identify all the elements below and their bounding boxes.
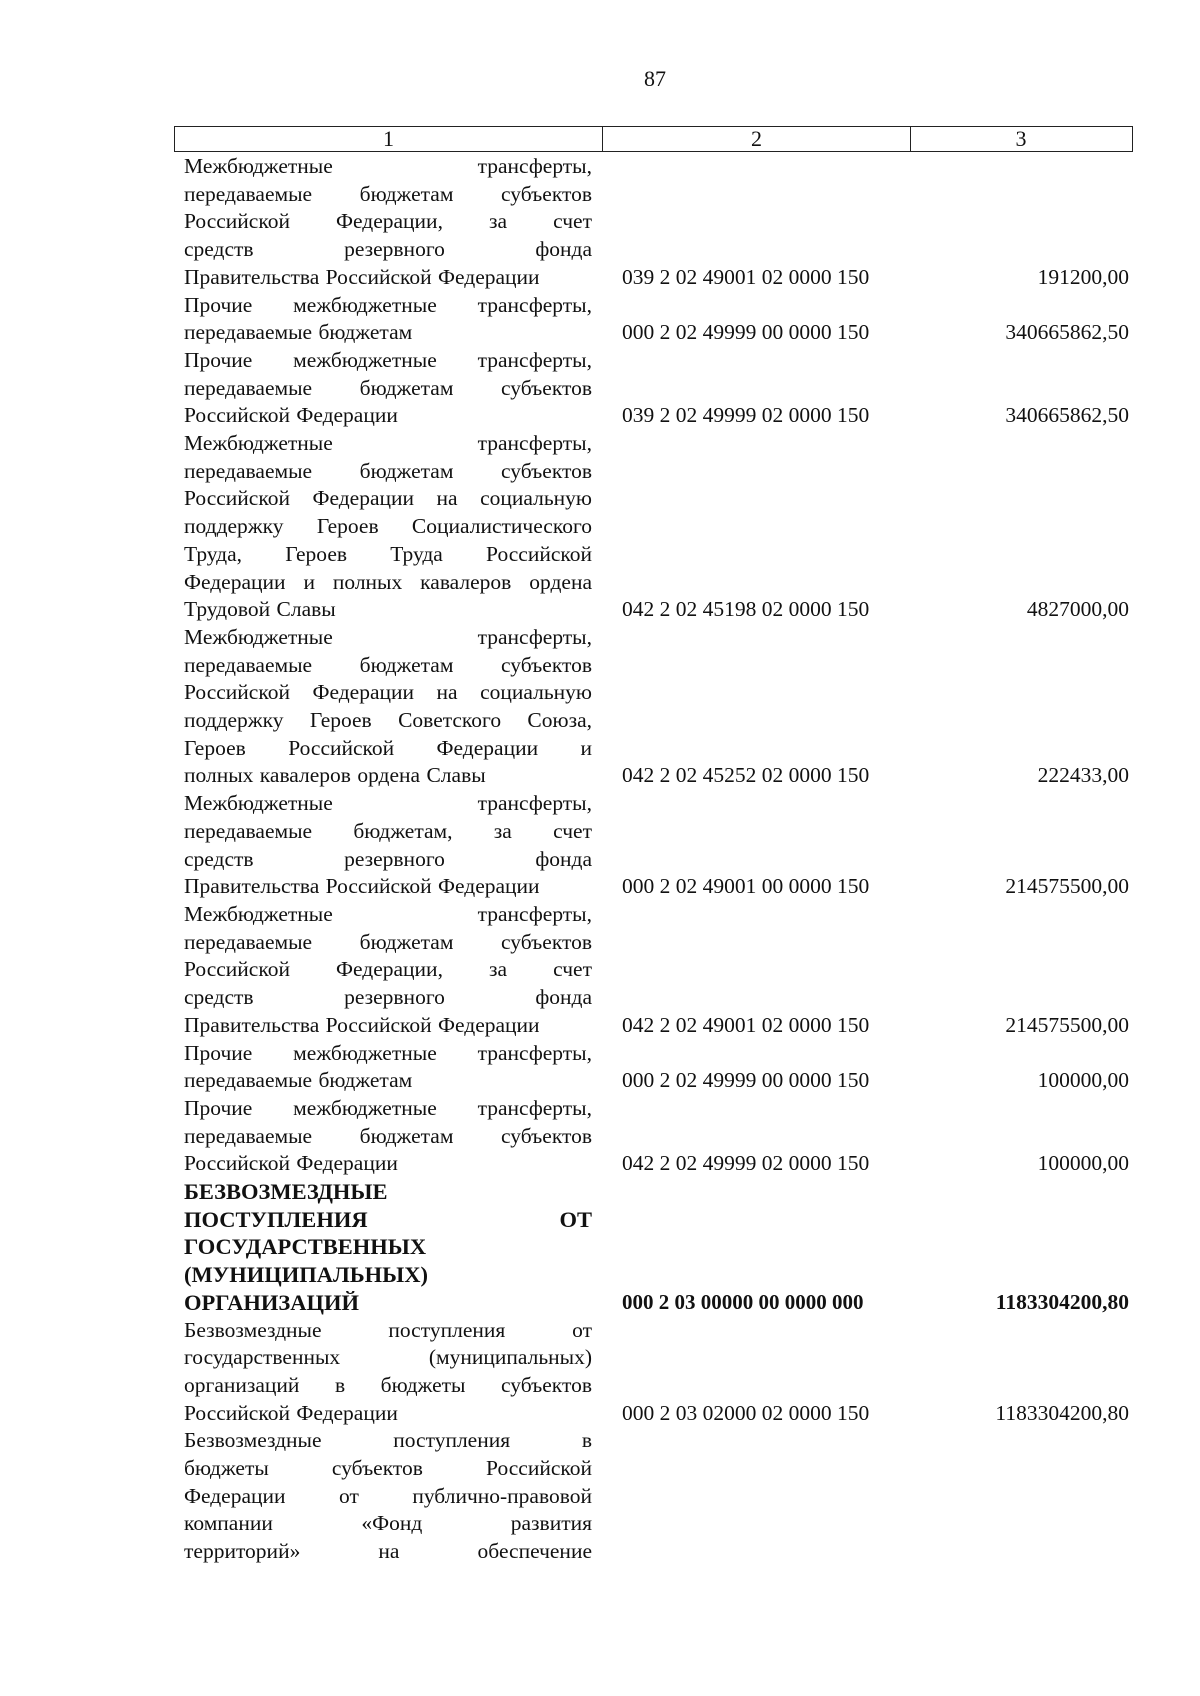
row-amount: 100000,00 (1037, 1151, 1129, 1176)
page-number: 87 (644, 66, 666, 91)
description-line: Российской Федерации (184, 1400, 398, 1425)
row-description (184, 347, 592, 430)
table-row (184, 1427, 1129, 1566)
description-line: ПОСТУПЛЕНИЯ ОТ (184, 1206, 592, 1232)
description-line: поддержку Героев Советского Союза, (184, 708, 592, 733)
table-row (184, 153, 1129, 292)
description-line: Российской Федерации, за счет (184, 209, 592, 234)
description-line: Безвозмездные поступления в (184, 1428, 592, 1453)
description-line: Российской Федерации, за счет (184, 957, 592, 982)
description-line: Прочие межбюджетные трансферты, (184, 1040, 592, 1065)
table-row (184, 901, 1129, 1040)
row-code: 000 2 03 02000 02 0000 150 (622, 1400, 870, 1425)
description-line: организаций в бюджеты субъектов (184, 1372, 592, 1397)
description-line: ОРГАНИЗАЦИЙ (184, 1289, 359, 1315)
description-line: Правительства Российской Федерации (184, 264, 540, 289)
row-description (184, 292, 592, 347)
description-line: передаваемые бюджетам (184, 320, 413, 345)
column-header-2: 2 (603, 127, 911, 151)
row-code: 039 2 02 49001 02 0000 150 (622, 264, 870, 289)
description-line: средств резервного фонда (184, 985, 592, 1010)
description-line: Безвозмездные поступления от (184, 1317, 592, 1342)
row-code: 000 2 03 00000 00 0000 000 (622, 1289, 864, 1314)
row-description (184, 790, 592, 901)
description-line: Трудовой Славы (184, 597, 336, 622)
table-row (184, 1317, 1129, 1428)
description-line: передаваемые бюджетам субъектов (184, 375, 592, 400)
row-code: 000 2 02 49999 00 0000 150 (622, 1068, 870, 1093)
row-description (184, 153, 592, 292)
description-line: Героев Российской Федерации и (184, 735, 592, 760)
row-code: 042 2 02 45198 02 0000 150 (622, 597, 870, 622)
row-code: 042 2 02 49001 02 0000 150 (622, 1012, 870, 1037)
row-description (184, 1040, 592, 1095)
row-code: 000 2 02 49999 00 0000 150 (622, 320, 870, 345)
description-line: передаваемые бюджетам субъектов (184, 181, 592, 206)
description-line: Правительства Российской Федерации (184, 874, 540, 899)
description-line: передаваемые бюджетам субъектов (184, 1123, 592, 1148)
description-line: компании «Фонд развития (184, 1511, 592, 1536)
row-description (184, 1317, 592, 1428)
table-row (184, 1095, 1129, 1178)
table-row (184, 347, 1129, 430)
description-line: передаваемые бюджетам, за счет (184, 818, 592, 843)
row-amount: 222433,00 (1037, 763, 1129, 788)
table-row (184, 790, 1129, 901)
description-line: БЕЗВОЗМЕЗДНЫЕ (184, 1179, 388, 1205)
description-line: средств резервного фонда (184, 846, 592, 871)
description-line: Федерации от публично-правовой (184, 1483, 592, 1508)
row-description (184, 901, 592, 1040)
row-amount: 214575500,00 (1005, 1012, 1129, 1037)
table-row (184, 292, 1129, 347)
description-line: поддержку Героев Социалистического (184, 514, 592, 539)
description-line: Межбюджетные трансферты, (184, 154, 592, 178)
description-line: Прочие межбюджетные трансферты, (184, 292, 592, 317)
row-description (184, 430, 592, 624)
description-line: Прочие межбюджетные трансферты, (184, 347, 592, 372)
table-row (184, 430, 1129, 624)
description-line: полных кавалеров ордена Славы (184, 763, 486, 788)
table-body (184, 153, 1129, 1566)
row-amount: 340665862,50 (1005, 320, 1129, 345)
description-line: Федерации и полных кавалеров ордена (184, 569, 592, 594)
description-line: государственных (муниципальных) (184, 1345, 592, 1370)
description-line: передаваемые бюджетам субъектов (184, 458, 592, 483)
description-line: бюджеты субъектов Российской (184, 1456, 592, 1481)
row-amount: 191200,00 (1037, 264, 1129, 289)
row-description (184, 1095, 592, 1178)
description-line: передаваемые бюджетам субъектов (184, 929, 592, 954)
description-line: Межбюджетные трансферты, (184, 624, 592, 649)
table-row (184, 1040, 1129, 1095)
description-line: Межбюджетные трансферты, (184, 901, 592, 926)
description-line: передаваемые бюджетам (184, 1068, 413, 1093)
row-description (184, 1427, 592, 1566)
description-line: Межбюджетные трансферты, (184, 791, 592, 816)
table-header (174, 126, 1133, 152)
description-line: территорий» на обеспечение (184, 1539, 592, 1564)
row-amount: 214575500,00 (1005, 874, 1129, 899)
row-description (184, 1178, 592, 1317)
description-line: Российской Федерации на социальную (184, 680, 592, 705)
row-description (184, 624, 592, 790)
description-line: ГОСУДАРСТВЕННЫХ (184, 1234, 427, 1260)
description-line: средств резервного фонда (184, 237, 592, 262)
table-row (184, 624, 1129, 790)
column-header-3: 3 (1015, 126, 1027, 151)
description-line: (МУНИЦИПАЛЬНЫХ) (184, 1262, 428, 1288)
row-code: 039 2 02 49999 02 0000 150 (622, 403, 870, 428)
row-code: 000 2 02 49001 00 0000 150 (622, 874, 870, 899)
row-amount: 1183304200,80 (995, 1400, 1129, 1425)
description-line: Прочие межбюджетные трансферты, (184, 1095, 592, 1120)
description-line: Правительства Российской Федерации (184, 1012, 540, 1037)
row-amount: 100000,00 (1037, 1068, 1129, 1093)
row-amount: 340665862,50 (1005, 403, 1129, 428)
description-line: Российской Федерации (184, 1151, 398, 1176)
row-amount: 1183304200,80 (995, 1289, 1129, 1314)
row-amount: 4827000,00 (1026, 597, 1129, 622)
description-line: Труда, Героев Труда Российской (184, 541, 592, 566)
column-header-1: 1 (175, 127, 603, 151)
description-line: Российской Федерации (184, 403, 398, 428)
description-line: Межбюджетные трансферты, (184, 431, 592, 456)
row-code: 042 2 02 45252 02 0000 150 (622, 763, 870, 788)
table-row (184, 1178, 1129, 1317)
description-line: Российской Федерации на социальную (184, 486, 592, 511)
description-line: передаваемые бюджетам субъектов (184, 652, 592, 677)
row-code: 042 2 02 49999 02 0000 150 (622, 1151, 870, 1176)
